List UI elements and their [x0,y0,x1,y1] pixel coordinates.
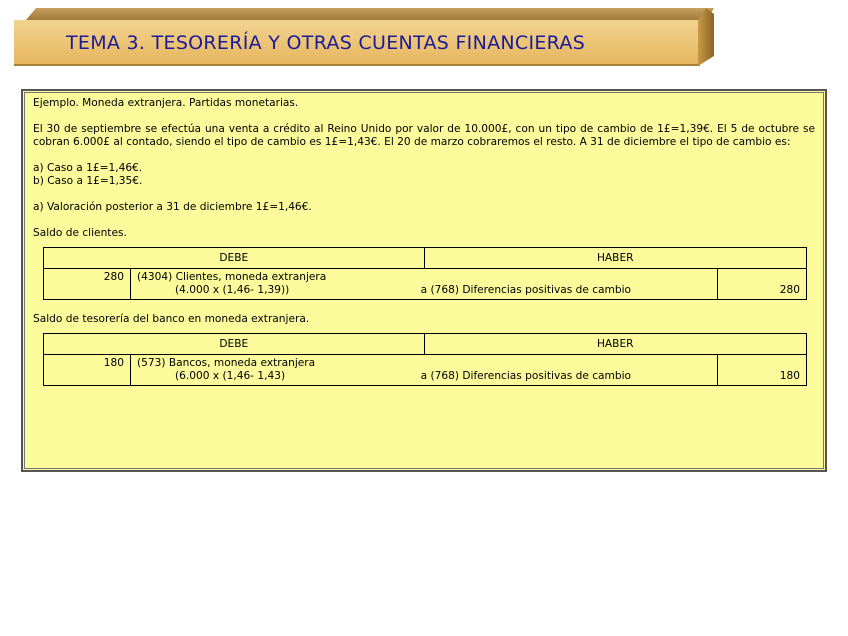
debe-header: DEBE [44,248,425,269]
entry-description [131,269,718,300]
debit-account: (4304) Clientes, moneda extranjera [137,271,327,283]
case-b: b) Caso a 1£=1,35€. [33,175,143,187]
title-banner-side [698,8,714,66]
debe-header: DEBE [44,334,425,355]
problem-statement: El 30 de septiembre se efectúa una venta a crédito al Reino Unido por valor de 10.000£, con un tipo de cambio de 1£=1,39€. El 5 de octubre se cobran 6.000£ al contado, siendo el tipo de cambio es 1£=1,43€. El 20 de marzo cobraremos el resto. A 31 de diciembre el tipo de cambio es: [33,123,815,148]
valuation-text: a) Valoración posterior a 31 de diciembre 1£=1,46€. [33,201,312,213]
haber-header: HABER [424,248,807,269]
journal-entry-bank [43,333,807,386]
title-banner-top [26,8,714,20]
debit-amount: 280 [44,269,131,300]
page-title: TEMA 3. TESORERÍA Y OTRAS CUENTAS FINANCIERAS [66,32,586,54]
debit-amount: 180 [44,355,131,386]
clients-label: Saldo de clientes. [33,227,127,239]
entry-description [131,355,718,386]
credit-account: a (768) Diferencias positivas de cambio [420,284,631,296]
example-intro: Ejemplo. Moneda extranjera. Partidas monetarias. [33,97,299,109]
credit-account: a (768) Diferencias positivas de cambio [420,370,631,382]
credit-amount: 280 [718,269,807,300]
journal-entry-clients [43,247,807,300]
debit-account: (573) Bancos, moneda extranjera [137,357,316,369]
bank-label: Saldo de tesorería del banco en moneda extranjera. [33,313,310,325]
title-banner [14,8,714,66]
haber-header: HABER [424,334,807,355]
calculation: (6.000 x (1,46- 1,43) [175,370,286,382]
credit-amount: 180 [718,355,807,386]
case-a: a) Caso a 1£=1,46€. [33,162,143,174]
calculation: (4.000 x (1,46- 1,39)) [175,284,290,296]
content-panel [21,89,827,472]
